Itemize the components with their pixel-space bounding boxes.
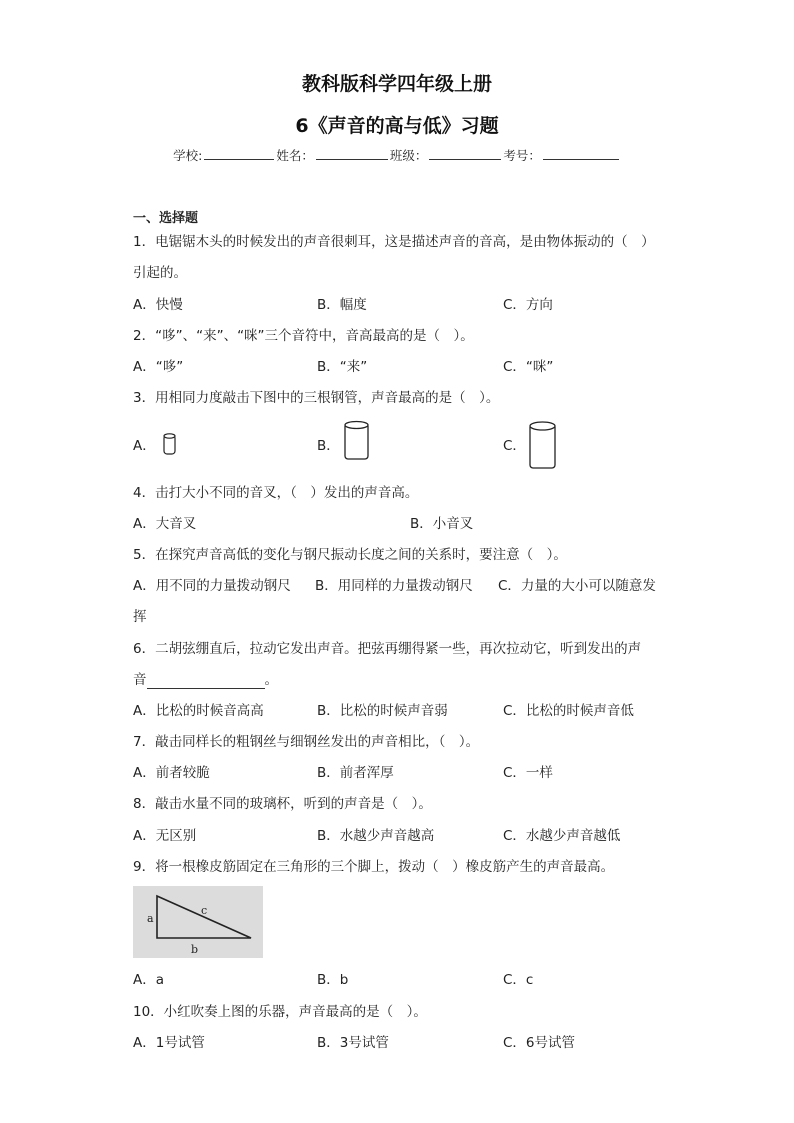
question-1: 1．电锯锯木头的时候发出的声音很刺耳，这是描述声音的音高，是由物体振动的（ ） — [133, 234, 655, 250]
q1-option-c[interactable]: C．方向 — [503, 297, 553, 313]
question-2: 2．“哆”、“来”、“咪”三个音符中，音高最高的是（ ）。 — [133, 328, 474, 344]
q8-option-b[interactable]: B．水越少声音越高 — [317, 828, 435, 844]
question-9: 9．将一根橡皮筋固定在三角形的三个脚上，拨动（ ）橡皮筋产生的声音最高。 — [133, 859, 615, 875]
number-blank[interactable] — [543, 147, 619, 160]
question-6-cont — [133, 671, 278, 689]
q6-period: 。 — [264, 672, 278, 688]
question-5: 5．在探究声音高低的变化与钢尺振动长度之间的关系时，要注意（ ）。 — [133, 547, 567, 563]
q9-option-c[interactable]: C．c — [503, 972, 534, 988]
q9-option-a[interactable]: A．a — [133, 972, 165, 988]
q3-option-a[interactable]: A． — [133, 438, 156, 454]
q3-option-c[interactable]: C． — [503, 438, 526, 454]
question-4: 4．击打大小不同的音叉，（ ）发出的声音高。 — [133, 485, 419, 501]
side-b-label: b — [191, 943, 199, 956]
triangle-image — [133, 886, 263, 958]
q5-option-c-cont: 挥 — [133, 609, 147, 625]
number-label: 考号： — [503, 148, 541, 163]
name-label: 姓名： — [276, 148, 314, 163]
worksheet-title: 教科版科学四年级上册 — [301, 73, 492, 95]
medium-pipe-image — [342, 419, 372, 463]
q2-option-b[interactable]: B．“来” — [317, 359, 368, 375]
question-1-cont: 引起的。 — [133, 265, 187, 281]
q5-option-a[interactable]: A．用不同的力量拨动钢尺 — [133, 578, 291, 594]
question-8: 8．敲击水量不同的玻璃杯，听到的声音是（ ）。 — [133, 796, 432, 812]
large-pipe-image — [527, 419, 559, 471]
q6-option-a[interactable]: A．比松的时候音高高 — [133, 703, 264, 719]
q7-option-c[interactable]: C．一样 — [503, 765, 553, 781]
side-a-label: a — [147, 912, 154, 925]
section-title: 一、选择题 — [133, 211, 199, 226]
q4-option-b[interactable]: B．小音叉 — [410, 516, 474, 532]
school-label: 学校: — [173, 148, 203, 163]
q4-option-a[interactable]: A．大音叉 — [133, 516, 197, 532]
q7-option-b[interactable]: B．前者浑厚 — [317, 765, 394, 781]
question-10: 10．小红吹奏上图的乐器，声音最高的是（ ）。 — [133, 1004, 427, 1020]
lesson-title: 6《声音的高与低》习题 — [295, 115, 499, 137]
class-blank[interactable] — [429, 147, 501, 160]
q5-option-c[interactable]: C．力量的大小可以随意发 — [498, 578, 656, 594]
q3-option-b[interactable]: B． — [317, 438, 340, 454]
q1-option-b[interactable]: B．幅度 — [317, 297, 367, 313]
q8-option-a[interactable]: A．无区别 — [133, 828, 197, 844]
q6-cont-text: 音 — [133, 672, 147, 688]
q6-option-b[interactable]: B．比松的时候声音弱 — [317, 703, 448, 719]
question-7: 7．敲击同样长的粗钢丝与细钢丝发出的声音相比，（ ）。 — [133, 734, 480, 750]
q1-option-a[interactable]: A．快慢 — [133, 297, 183, 313]
name-blank[interactable] — [316, 147, 388, 160]
q2-option-a[interactable]: A．“哆” — [133, 359, 184, 375]
q5-option-b[interactable]: B．用同样的力量拨动钢尺 — [315, 578, 473, 594]
q7-option-a[interactable]: A．前者较脆 — [133, 765, 210, 781]
student-info-row — [0, 146, 794, 164]
small-pipe-image — [160, 430, 180, 458]
q10-option-c[interactable]: C．6号试管 — [503, 1035, 576, 1051]
q10-option-a[interactable]: A．1号试管 — [133, 1035, 205, 1051]
class-label: 班级： — [389, 148, 428, 163]
side-c-label: c — [201, 904, 208, 917]
q2-option-c[interactable]: C．“咪” — [503, 359, 554, 375]
q6-answer-blank[interactable] — [147, 674, 265, 689]
question-6: 6．二胡弦绷直后，拉动它发出声音。把弦再绷得紧一些，再次拉动它，听到发出的声 — [133, 641, 642, 657]
question-3: 3．用相同力度敲击下图中的三根钢管，声音最高的是（ ）。 — [133, 390, 500, 406]
q9-option-b[interactable]: B．b — [317, 972, 349, 988]
q10-option-b[interactable]: B．3号试管 — [317, 1035, 389, 1051]
school-blank[interactable] — [204, 147, 274, 160]
q8-option-c[interactable]: C．水越少声音越低 — [503, 828, 621, 844]
q6-option-c[interactable]: C．比松的时候声音低 — [503, 703, 634, 719]
